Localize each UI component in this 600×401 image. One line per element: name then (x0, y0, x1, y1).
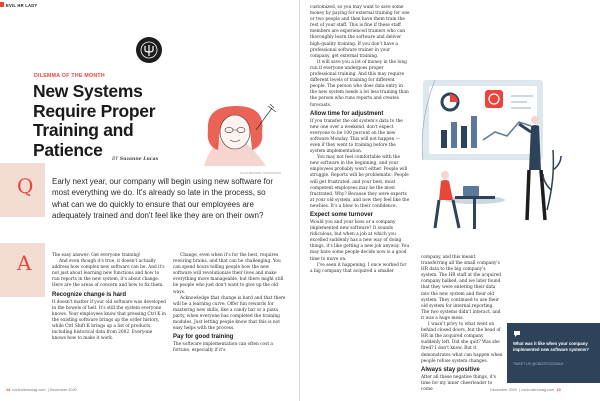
byline-prefix: BY (112, 157, 119, 162)
data-analytics-illustration (415, 60, 565, 255)
left-footer-issue: December 2020 (49, 388, 77, 392)
right-footer-site: controllersmag.com (521, 388, 555, 392)
pitchfork-emblem-icon (136, 37, 162, 63)
section-name: EVIL HR LADY (6, 3, 38, 8)
paragraph: You may not feel comfortable with the new software in the beginning, and your employees probably won't either. People will struggle. Reports will be problematic. People will get frustrated, and your best, most competent employees may be the most frustrated. Why? Because they were experts at your old system, and now they feel like the newbies. It's a blow to their confidence. (310, 155, 410, 209)
left-footer: 14 controllersmag.com | December 2020 (6, 388, 77, 392)
author-name: Suzanne Lucas (119, 157, 159, 162)
right-page-number: 15 (556, 388, 561, 392)
question-text: Early next year, our company will begin using new software for most everything we do. It's already so late in the process, so what can we do quickly to ensure that our employees are adequately trained and don't feel like they are on their own? (52, 177, 273, 220)
answer-column-4 (421, 255, 503, 393)
paragraph: After all these negative things, it's time for my inner cheerleader to come (421, 374, 497, 392)
paragraph: The software implementation can often cost a fortune, especially if it's (173, 342, 273, 354)
left-footer-site: controllersmag.com (12, 388, 46, 392)
paragraph: Acknowledge that change is hard and that there will be a learning curve. Offer fun rewards for mastering new skills, like a candy bar or a pizza party, when everyone has completed the training modules. Just letting people know that this is not easy helps with the process. (173, 295, 286, 332)
author-portrait-illustration (190, 100, 282, 172)
subheading: Recognize change is hard (52, 291, 127, 298)
paragraph: company, and this meant transferring all the small company's HR data to the big company's system. The HR staff at the acquired company balked, and we later found that they were entering their data into the new system and their old system. They continued to use their old system for internal reporting. The two systems didn't interact, and it was a huge mess. (421, 255, 501, 321)
subheading: Always stay positive (421, 366, 480, 373)
subheading: Pay for good training (173, 334, 234, 341)
dilemma-label: DILEMMA OF THE MONTH (34, 73, 105, 79)
tweet-handle-link[interactable]: TWEET US @CBIZSTOCKMAG (513, 362, 564, 366)
paragraph: Change, even when it's for the best, requires rewiring brains, and that can be challenging. You can spend hours telling people how the new software will revolutionize their lives and make everything more manageable, but there might still be people who just don't want to give up the old ways. (173, 253, 284, 295)
ask-readers-box (507, 323, 600, 383)
paragraph: customized, so you may want to save some money by paying for external training for one or two people and then have them train the rest of your staff. This is fine if these staff members are experienced trainers who can thoroughly learn the software and deliver high-quality training. If you don't have a professional software trainer in your company, get external training. (310, 5, 410, 59)
right-footer-issue: December 2020 (490, 388, 518, 392)
right-footer: December 2020 | controllersmag.com 15 (490, 388, 561, 392)
byline (112, 157, 158, 162)
chat-bubble-icon (513, 330, 521, 338)
paragraph: It will save you a lot of money in the long run if everyone undergoes proper professional training. And this may require different levels of training for different people. The person who does data entry in the new system needs a lot less training than the person who runs reports and creates forecasts. (310, 59, 409, 108)
question-letter: Q (17, 174, 34, 198)
paragraph: And even though it's true, it doesn't actually address how complex new software can be. And it's not just about learning new functions and how to run reports in the new system, it's about change. Here are the areas of concern and how to fix them. (52, 259, 165, 289)
answer-column-1 (52, 253, 167, 342)
paragraph: I wasn't privy to what went on behind closed doors, but the head of HR in the acquired company suddenly left. Did she quit? Was she fired? I don't know. But it demonstrates what can happen when people refuse system changes. (421, 322, 503, 364)
subheading: Allow time for adjustment (310, 110, 384, 117)
paragraph: It doesn't matter if your old software was developed in the bowels of hell. It's still the system everyone knows. Your employees know that pressing Ctrl K in the existing software brings up the order history, while Ctrl Shift K brings up a list of products, including historical data from 2002. Everyone knows how to make it work. (52, 299, 166, 342)
section-tag-bar (0, 2, 4, 7)
paragraph: If you transfer the old system's data to the new one over a weekend, don't expect everyone to be 100 percent on the new software Monday. This will not happen — even if they went to training before the system implementation. (310, 118, 403, 155)
answer-column-2 (173, 253, 288, 354)
answer-column-3 (310, 5, 410, 275)
paragraph: Would you and your boss or a company implemented new software? It sounds ridiculous, but when a job at which you excelled suddenly has a new way of doing things, it's like getting a new job anyway. You may have some people decide now is a good time to move on. (310, 220, 410, 262)
paragraph: I've seen it happening. I once worked for a big company that acquired a smaller (310, 262, 407, 274)
paragraph: The easy answer: Get everyone training! (52, 253, 141, 258)
headline: New Systems Require Proper Training and Patience (33, 81, 156, 160)
illustration-credit: ILLUSTRATION: XXXXXXXXX (240, 171, 281, 175)
answer-letter: A (17, 251, 32, 275)
left-page-number: 14 (6, 388, 11, 392)
ask-readers-text: What was it like when your company implemented new software systems? (513, 341, 589, 352)
subheading: Expect some turnover (310, 212, 374, 218)
